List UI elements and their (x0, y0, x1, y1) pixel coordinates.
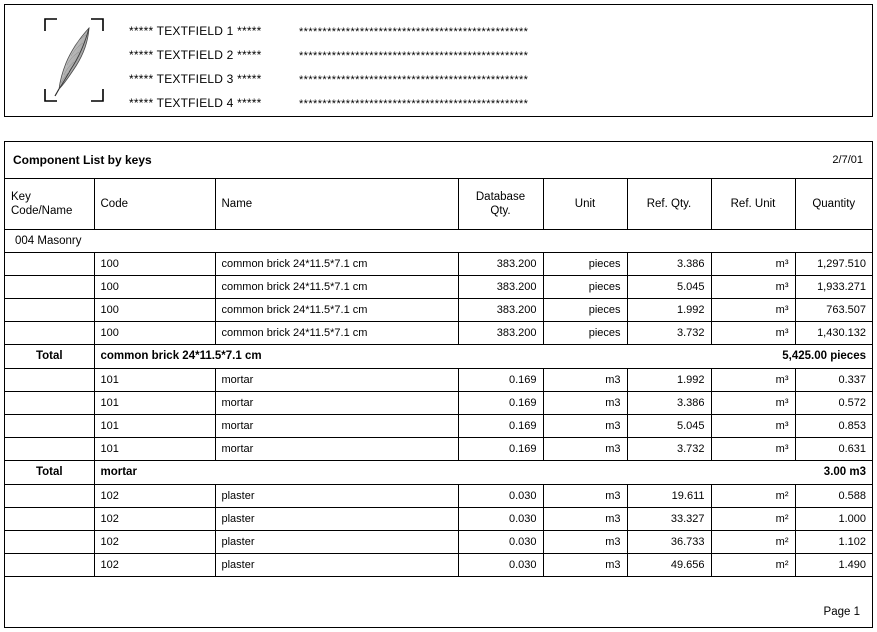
cell-quantity: 1.102 (795, 530, 872, 553)
table-row (5, 391, 872, 414)
cell-unit: pieces (543, 321, 627, 344)
cell-code: 101 (94, 414, 215, 437)
cell-ref-unit: m³ (711, 298, 795, 321)
textfield-row (129, 67, 829, 91)
column-header-unit: Unit (543, 179, 627, 229)
cell-name: common brick 24*11.5*7.1 cm (215, 321, 458, 344)
cell-name: mortar (215, 437, 458, 460)
cell-unit: pieces (543, 275, 627, 298)
textfield-row (129, 91, 829, 115)
cell-unit: m3 (543, 553, 627, 576)
cell-quantity: 1,297.510 (795, 252, 872, 275)
textfield-value: ************************************************* (299, 26, 529, 38)
cell-key (5, 252, 94, 275)
textfield-label: ***** TEXTFIELD 1 ***** (129, 24, 262, 38)
cell-name: plaster (215, 530, 458, 553)
cell-code: 101 (94, 391, 215, 414)
cell-name: mortar (215, 368, 458, 391)
cell-ref-unit: m³ (711, 437, 795, 460)
cell-database-qty: 0.030 (458, 484, 543, 507)
cell-quantity: 0.588 (795, 484, 872, 507)
header-panel (4, 4, 873, 117)
cell-unit: m3 (543, 530, 627, 553)
cell-key (5, 298, 94, 321)
cell-database-qty: 0.169 (458, 368, 543, 391)
cell-unit: m3 (543, 507, 627, 530)
textfield-label: ***** TEXTFIELD 4 ***** (129, 96, 262, 110)
cell-unit: m3 (543, 368, 627, 391)
cell-ref-qty: 5.045 (627, 275, 711, 298)
textfield-value: ************************************************* (299, 50, 529, 62)
cell-ref-unit: m³ (711, 321, 795, 344)
cell-database-qty: 0.169 (458, 414, 543, 437)
cell-database-qty: 383.200 (458, 252, 543, 275)
column-header-quantity: Quantity (795, 179, 872, 229)
column-header-code: Code (94, 179, 215, 229)
cell-quantity: 0.631 (795, 437, 872, 460)
cell-code: 102 (94, 530, 215, 553)
table-row (5, 553, 872, 576)
column-header-ref-unit: Ref. Unit (711, 179, 795, 229)
table-row (5, 484, 872, 507)
total-value: 5,425.00 pieces (627, 344, 872, 368)
cell-code: 100 (94, 252, 215, 275)
total-label: Total (5, 460, 94, 484)
cell-ref-unit: m² (711, 507, 795, 530)
cell-name: plaster (215, 553, 458, 576)
total-description: common brick 24*11.5*7.1 cm (94, 344, 627, 368)
report-header (5, 142, 872, 179)
table-row (5, 252, 872, 275)
cell-ref-unit: m³ (711, 252, 795, 275)
cell-ref-unit: m³ (711, 275, 795, 298)
cell-ref-unit: m² (711, 484, 795, 507)
cell-key (5, 414, 94, 437)
textfield-value: ************************************************* (299, 74, 529, 86)
total-description: mortar (94, 460, 627, 484)
cell-name: mortar (215, 414, 458, 437)
page-title: Component List by keys (13, 153, 152, 167)
table-row (5, 298, 872, 321)
cell-ref-qty: 3.732 (627, 321, 711, 344)
cell-database-qty: 0.030 (458, 507, 543, 530)
report-panel (4, 141, 873, 628)
textfield-row (129, 43, 829, 67)
group-row (5, 229, 872, 252)
cell-ref-unit: m² (711, 530, 795, 553)
column-header-key-code-name (5, 179, 94, 229)
page-footer: Page 1 (823, 606, 860, 618)
textfield-row (129, 19, 829, 43)
cell-name: plaster (215, 484, 458, 507)
cell-name: common brick 24*11.5*7.1 cm (215, 298, 458, 321)
table-row (5, 368, 872, 391)
cell-database-qty: 0.169 (458, 437, 543, 460)
cell-database-qty: 0.169 (458, 391, 543, 414)
cell-key (5, 437, 94, 460)
cell-code: 101 (94, 368, 215, 391)
cell-ref-qty: 3.732 (627, 437, 711, 460)
cell-quantity: 1,933.271 (795, 275, 872, 298)
cell-code: 101 (94, 437, 215, 460)
cell-ref-unit: m³ (711, 368, 795, 391)
total-label: Total (5, 344, 94, 368)
cell-code: 102 (94, 553, 215, 576)
cell-ref-qty: 49.656 (627, 553, 711, 576)
table-row (5, 321, 872, 344)
feather-quill-logo (43, 17, 105, 103)
cell-quantity: 0.853 (795, 414, 872, 437)
cell-key (5, 553, 94, 576)
cell-name: common brick 24*11.5*7.1 cm (215, 252, 458, 275)
cell-ref-qty: 19.611 (627, 484, 711, 507)
group-label: 004 Masonry (5, 229, 872, 252)
cell-unit: m3 (543, 391, 627, 414)
cell-key (5, 275, 94, 298)
cell-quantity: 1.490 (795, 553, 872, 576)
cell-ref-qty: 3.386 (627, 391, 711, 414)
cell-name: plaster (215, 507, 458, 530)
cell-code: 102 (94, 507, 215, 530)
cell-quantity: 763.507 (795, 298, 872, 321)
cell-ref-qty: 36.733 (627, 530, 711, 553)
cell-quantity: 1,430.132 (795, 321, 872, 344)
report-date: 2/7/01 (832, 154, 863, 166)
cell-ref-unit: m³ (711, 391, 795, 414)
cell-quantity: 0.337 (795, 368, 872, 391)
cell-unit: m3 (543, 437, 627, 460)
table-row (5, 507, 872, 530)
cell-ref-qty: 33.327 (627, 507, 711, 530)
cell-ref-qty: 1.992 (627, 368, 711, 391)
cell-key (5, 507, 94, 530)
table-header-row (5, 179, 872, 229)
cell-database-qty: 383.200 (458, 275, 543, 298)
cell-key (5, 321, 94, 344)
cell-ref-qty: 1.992 (627, 298, 711, 321)
cell-name: common brick 24*11.5*7.1 cm (215, 275, 458, 298)
cell-key (5, 368, 94, 391)
column-header-ref-qty: Ref. Qty. (627, 179, 711, 229)
cell-key (5, 391, 94, 414)
table-row (5, 414, 872, 437)
table-row (5, 530, 872, 553)
cell-code: 100 (94, 275, 215, 298)
cell-unit: pieces (543, 252, 627, 275)
cell-ref-qty: 3.386 (627, 252, 711, 275)
table-row (5, 275, 872, 298)
cell-database-qty: 383.200 (458, 321, 543, 344)
column-header-key-line1: Key (11, 190, 31, 203)
cell-code: 102 (94, 484, 215, 507)
cell-name: mortar (215, 391, 458, 414)
textfield-list (129, 19, 829, 115)
cell-quantity: 1.000 (795, 507, 872, 530)
total-row (5, 344, 872, 368)
cell-unit: m3 (543, 484, 627, 507)
cell-quantity: 0.572 (795, 391, 872, 414)
cell-database-qty: 0.030 (458, 553, 543, 576)
textfield-label: ***** TEXTFIELD 2 ***** (129, 48, 262, 62)
cell-unit: pieces (543, 298, 627, 321)
column-header-key-line2: Code/Name (11, 204, 73, 217)
cell-key (5, 530, 94, 553)
textfield-label: ***** TEXTFIELD 3 ***** (129, 72, 262, 86)
cell-code: 100 (94, 298, 215, 321)
cell-database-qty: 383.200 (458, 298, 543, 321)
textfield-value: ************************************************* (299, 98, 529, 110)
total-value: 3.00 m3 (627, 460, 872, 484)
cell-key (5, 484, 94, 507)
column-header-name: Name (215, 179, 458, 229)
cell-code: 100 (94, 321, 215, 344)
table-row (5, 437, 872, 460)
cell-ref-unit: m² (711, 553, 795, 576)
component-table (5, 179, 872, 577)
column-header-database-qty: Database Qty. (458, 179, 543, 229)
total-row (5, 460, 872, 484)
cell-ref-qty: 5.045 (627, 414, 711, 437)
cell-database-qty: 0.030 (458, 530, 543, 553)
cell-ref-unit: m³ (711, 414, 795, 437)
cell-unit: m3 (543, 414, 627, 437)
